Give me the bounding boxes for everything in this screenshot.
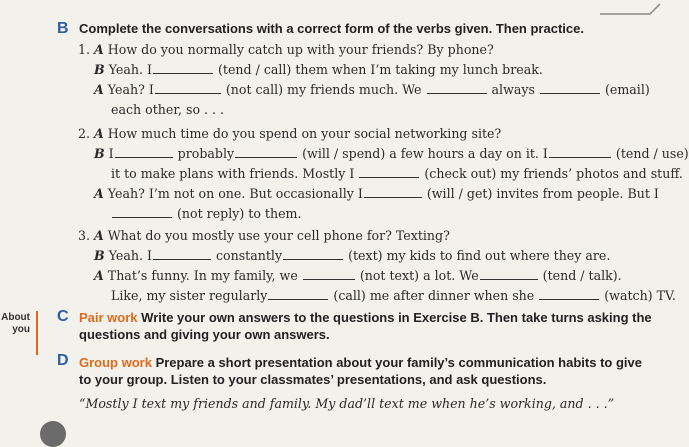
conv3-line4 — [111, 286, 676, 306]
speaker-label: A — [94, 228, 104, 243]
section-d-quote: “Mostly I text my friends and family. My dad’ll text me when he’s working, and . . .” — [79, 396, 615, 411]
conv1-number: 1. — [78, 42, 91, 57]
section-c-letter: C — [57, 308, 69, 325]
answer-blank[interactable] — [235, 146, 297, 158]
answer-blank[interactable] — [112, 206, 172, 218]
answer-blank[interactable] — [427, 82, 487, 94]
line-text: (will / spend) a few hours a day on it. I — [302, 146, 548, 161]
line-text: (watch) TV. — [604, 288, 676, 303]
conv1-line2 — [94, 60, 543, 80]
section-d-letter: D — [57, 352, 69, 369]
section-d-line2: to your group. Listen to your classmates’ presentations, and ask questions. — [79, 372, 547, 387]
line-text: always — [491, 82, 535, 97]
line-text: Yeah. I — [108, 62, 152, 77]
line-text: constantly — [215, 248, 283, 263]
section-b-instruction: Complete the conversations with a correct form of the verbs given. Then practice. — [79, 21, 584, 36]
pair-work-label: Pair work — [79, 310, 138, 325]
line-text: Yeah. I — [108, 248, 152, 263]
answer-blank[interactable] — [303, 268, 355, 280]
conv2-line3 — [111, 164, 683, 184]
line-text: Yeah? I — [107, 82, 154, 97]
line-text: (not reply) to them. — [177, 206, 302, 221]
speaker-label: B — [94, 146, 105, 161]
answer-blank[interactable] — [153, 62, 213, 74]
speaker-label: A — [94, 126, 104, 141]
group-work-label: Group work — [79, 355, 152, 370]
line-text: (will / get) invites from people. But I — [426, 186, 659, 201]
conv1-line4: each other, so . . . — [111, 102, 225, 117]
speaker-label: A — [94, 82, 104, 97]
answer-blank[interactable] — [540, 82, 600, 94]
speaker-label: B — [94, 248, 105, 263]
conv3-line2 — [94, 246, 610, 266]
about-you-bar — [36, 311, 38, 355]
speaker-label: A — [94, 42, 104, 57]
answer-blank[interactable] — [153, 248, 211, 260]
section-b-letter: B — [57, 20, 69, 37]
answer-blank[interactable] — [115, 146, 173, 158]
answer-blank[interactable] — [359, 166, 419, 178]
line-text: (not call) my friends much. We — [225, 82, 422, 97]
line-text: (tend / call) them when I’m taking my lunch break. — [217, 62, 543, 77]
conv2-number: 2. — [78, 126, 91, 141]
section-c-line1 — [79, 310, 652, 325]
conv1-line1 — [94, 40, 494, 60]
conv3-number: 3. — [78, 228, 91, 243]
conv3-line1 — [94, 226, 450, 246]
line-text: How much time do you spend on your social networking site? — [107, 126, 502, 141]
section-c-text1: Write your own answers to the questions in Exercise B. Then take turns asking the — [141, 310, 652, 325]
section-c-line2: questions and giving your own answers. — [79, 327, 330, 342]
answer-blank[interactable] — [549, 146, 611, 158]
line-text: (tend / use) — [615, 146, 689, 161]
speaker-label: A — [94, 186, 104, 201]
answer-blank[interactable] — [539, 288, 599, 300]
conv2-line2 — [94, 144, 689, 164]
section-d-line1 — [79, 355, 642, 370]
line-text: Like, my sister regularly — [111, 288, 268, 303]
answer-blank[interactable] — [283, 248, 343, 260]
conv2-line1 — [94, 124, 501, 144]
line-text: (tend / talk). — [542, 268, 622, 283]
line-text: (check out) my friends’ photos and stuff. — [424, 166, 683, 181]
answer-blank[interactable] — [364, 186, 422, 198]
line-text: What do you mostly use your cell phone for? Texting? — [107, 228, 450, 243]
about-you-label — [0, 312, 30, 336]
answer-blank[interactable] — [268, 288, 328, 300]
conv3-line3 — [94, 266, 622, 286]
page-marker-icon — [40, 421, 66, 447]
answer-blank[interactable] — [155, 82, 221, 94]
answer-blank[interactable] — [480, 268, 538, 280]
speaker-label: B — [94, 62, 105, 77]
line-text: (email) — [604, 82, 650, 97]
line-text: How do you normally catch up with your friends? By phone? — [107, 42, 494, 57]
line-text: (text) my kids to find out where they are. — [348, 248, 611, 263]
line-text: (call) me after dinner when she — [333, 288, 535, 303]
section-d-text1: Prepare a short presentation about your family’s communication habits to give — [155, 355, 642, 370]
conv1-line3 — [94, 80, 650, 100]
line-text: Yeah? I’m not on one. But occasionally I — [107, 186, 363, 201]
line-text: probably — [177, 146, 235, 161]
conv2-line5 — [111, 204, 302, 224]
corner-decoration-icon — [600, 0, 660, 18]
line-text: I — [108, 146, 114, 161]
line-text: That’s funny. In my family, we — [107, 268, 298, 283]
about-you-line2: you — [12, 324, 30, 335]
speaker-label: A — [94, 268, 104, 283]
conv2-line4 — [94, 184, 659, 204]
line-text: (not text) a lot. We — [359, 268, 479, 283]
line-text: it to make plans with friends. Mostly I — [111, 166, 355, 181]
about-you-line1: About — [1, 312, 30, 323]
